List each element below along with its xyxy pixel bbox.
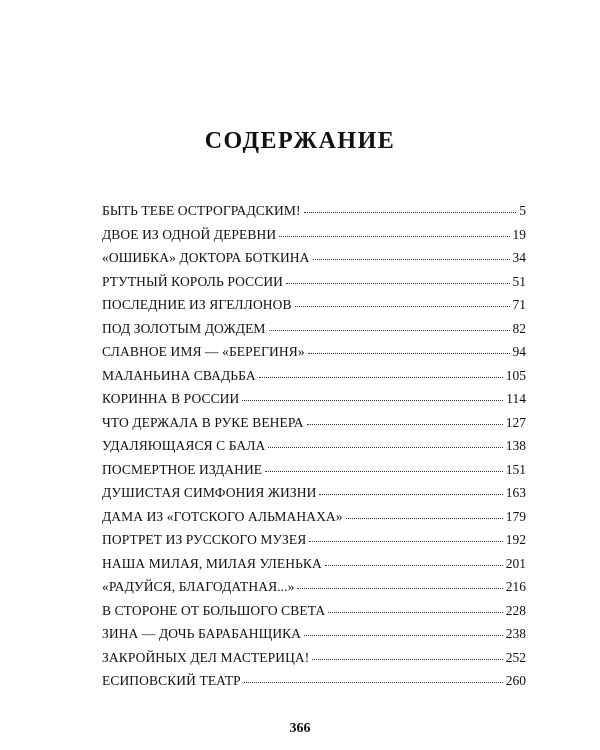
toc-entry-page: 105 — [505, 367, 526, 383]
toc-entry — [102, 250, 526, 274]
toc-entry-page: 201 — [505, 555, 526, 571]
toc-entry-page: 19 — [512, 226, 526, 242]
dot-leader — [308, 352, 510, 354]
dot-leader — [307, 423, 503, 425]
dot-leader — [328, 611, 503, 613]
toc-entry-page: 260 — [505, 673, 526, 688]
toc-entry-page: 51 — [512, 273, 526, 289]
dot-leader — [268, 446, 502, 448]
toc-entry — [102, 415, 526, 439]
toc-entry-title: ПОРТРЕТ ИЗ РУССКОГО МУЗЕЯ — [102, 532, 307, 547]
toc-entry-page: 192 — [505, 532, 526, 547]
toc-entry — [102, 274, 526, 298]
toc-entry-title: ЧТО ДЕРЖАЛА В РУКЕ ВЕНЕРА — [102, 414, 304, 430]
toc-entry — [102, 532, 526, 556]
toc-entry-title: ДУШИСТАЯ СИМФОНИЯ ЖИЗНИ — [102, 485, 317, 500]
table-of-contents — [102, 203, 526, 697]
dot-leader — [244, 681, 503, 683]
dot-leader — [269, 329, 510, 331]
toc-entry-title: ПОСМЕРТНОЕ ИЗДАНИЕ — [102, 461, 263, 477]
toc-entry-page: 238 — [505, 626, 526, 641]
toc-entry — [102, 391, 526, 415]
toc-entry-page: 163 — [505, 485, 526, 500]
dot-leader — [259, 376, 503, 378]
toc-entry — [102, 509, 526, 533]
dot-leader — [304, 634, 503, 636]
dot-leader — [265, 470, 503, 472]
toc-entry-page: 151 — [505, 461, 526, 477]
toc-entry-title: МАЛАНЬИНА СВАДЬБА — [102, 367, 256, 383]
page-title: СОДЕРЖАНИЕ — [204, 128, 396, 154]
toc-entry-title: В СТОРОНЕ ОТ БОЛЬШОГО СВЕТА — [102, 602, 326, 618]
dot-leader — [309, 540, 502, 542]
toc-entry-title: БЫТЬ ТЕБЕ ОСТРОГРАДСКИМ! — [102, 203, 301, 218]
toc-entry-title: ДВОЕ ИЗ ОДНОЙ ДЕРЕВНИ — [102, 226, 277, 242]
toc-entry — [102, 579, 526, 603]
toc-entry-page: 179 — [505, 508, 526, 524]
toc-entry — [102, 344, 526, 368]
dot-leader — [279, 235, 509, 237]
toc-entry-page: 94 — [512, 344, 526, 359]
dot-leader — [242, 399, 503, 401]
toc-entry-title: НАША МИЛАЯ, МИЛАЯ УЛЕНЬКА — [102, 555, 322, 571]
toc-entry-title: «ОШИБКА» ДОКТОРА БОТКИНА — [102, 250, 310, 265]
toc-entry-page: 5 — [519, 203, 526, 218]
toc-entry — [102, 673, 526, 697]
toc-entry-page: 114 — [506, 391, 526, 406]
toc-entry-title: СЛАВНОЕ ИМЯ — «БЕРЕГИНЯ» — [102, 344, 305, 359]
toc-entry-page: 71 — [512, 297, 526, 312]
toc-entry — [102, 368, 526, 392]
toc-entry-title: КОРИННА В РОССИИ — [102, 391, 240, 406]
toc-entry-title: ЗАКРОЙНЫХ ДЕЛ МАСТЕРИЦА! — [102, 649, 310, 665]
page-number: 366 — [289, 721, 311, 736]
dot-leader — [312, 658, 502, 660]
toc-entry — [102, 603, 526, 627]
toc-entry — [102, 227, 526, 251]
toc-entry — [102, 462, 526, 486]
dot-leader — [286, 282, 509, 284]
toc-entry — [102, 626, 526, 650]
toc-entry — [102, 650, 526, 674]
toc-entry — [102, 321, 526, 345]
dot-leader — [319, 493, 502, 495]
dot-leader — [346, 517, 503, 519]
toc-entry-page: 34 — [512, 250, 526, 265]
toc-entry — [102, 203, 526, 227]
dot-leader — [295, 305, 510, 307]
toc-entry — [102, 556, 526, 580]
dot-leader — [313, 258, 510, 260]
toc-entry-page: 216 — [505, 579, 526, 594]
toc-entry-title: РТУТНЫЙ КОРОЛЬ РОССИИ — [102, 273, 284, 289]
toc-entry-title: ЕСИПОВСКИЙ ТЕАТР — [102, 673, 241, 688]
toc-entry-title: ДАМА ИЗ «ГОТСКОГО АЛЬМАНАХА» — [102, 508, 343, 524]
toc-entry-page: 127 — [505, 414, 526, 430]
toc-entry-title: УДАЛЯЮЩАЯСЯ С БАЛА — [102, 438, 266, 453]
toc-entry-page: 82 — [512, 320, 526, 336]
toc-entry — [102, 438, 526, 462]
toc-entry-title: ЗИНА — ДОЧЬ БАРАБАНЩИКА — [102, 626, 302, 641]
toc-entry-page: 228 — [505, 602, 526, 618]
dot-leader — [304, 211, 517, 213]
toc-entry-title: «РАДУЙСЯ, БЛАГОДАТНАЯ...» — [102, 579, 295, 594]
toc-entry-page: 252 — [505, 649, 526, 665]
toc-entry-title: ПОСЛЕДНИЕ ИЗ ЯГЕЛЛОНОВ — [102, 297, 292, 312]
toc-entry — [102, 297, 526, 321]
dot-leader — [297, 587, 502, 589]
dot-leader — [325, 564, 503, 566]
toc-entry-page: 138 — [505, 438, 526, 453]
toc-entry-title: ПОД ЗОЛОТЫМ ДОЖДЕМ — [102, 320, 266, 336]
toc-entry — [102, 485, 526, 509]
